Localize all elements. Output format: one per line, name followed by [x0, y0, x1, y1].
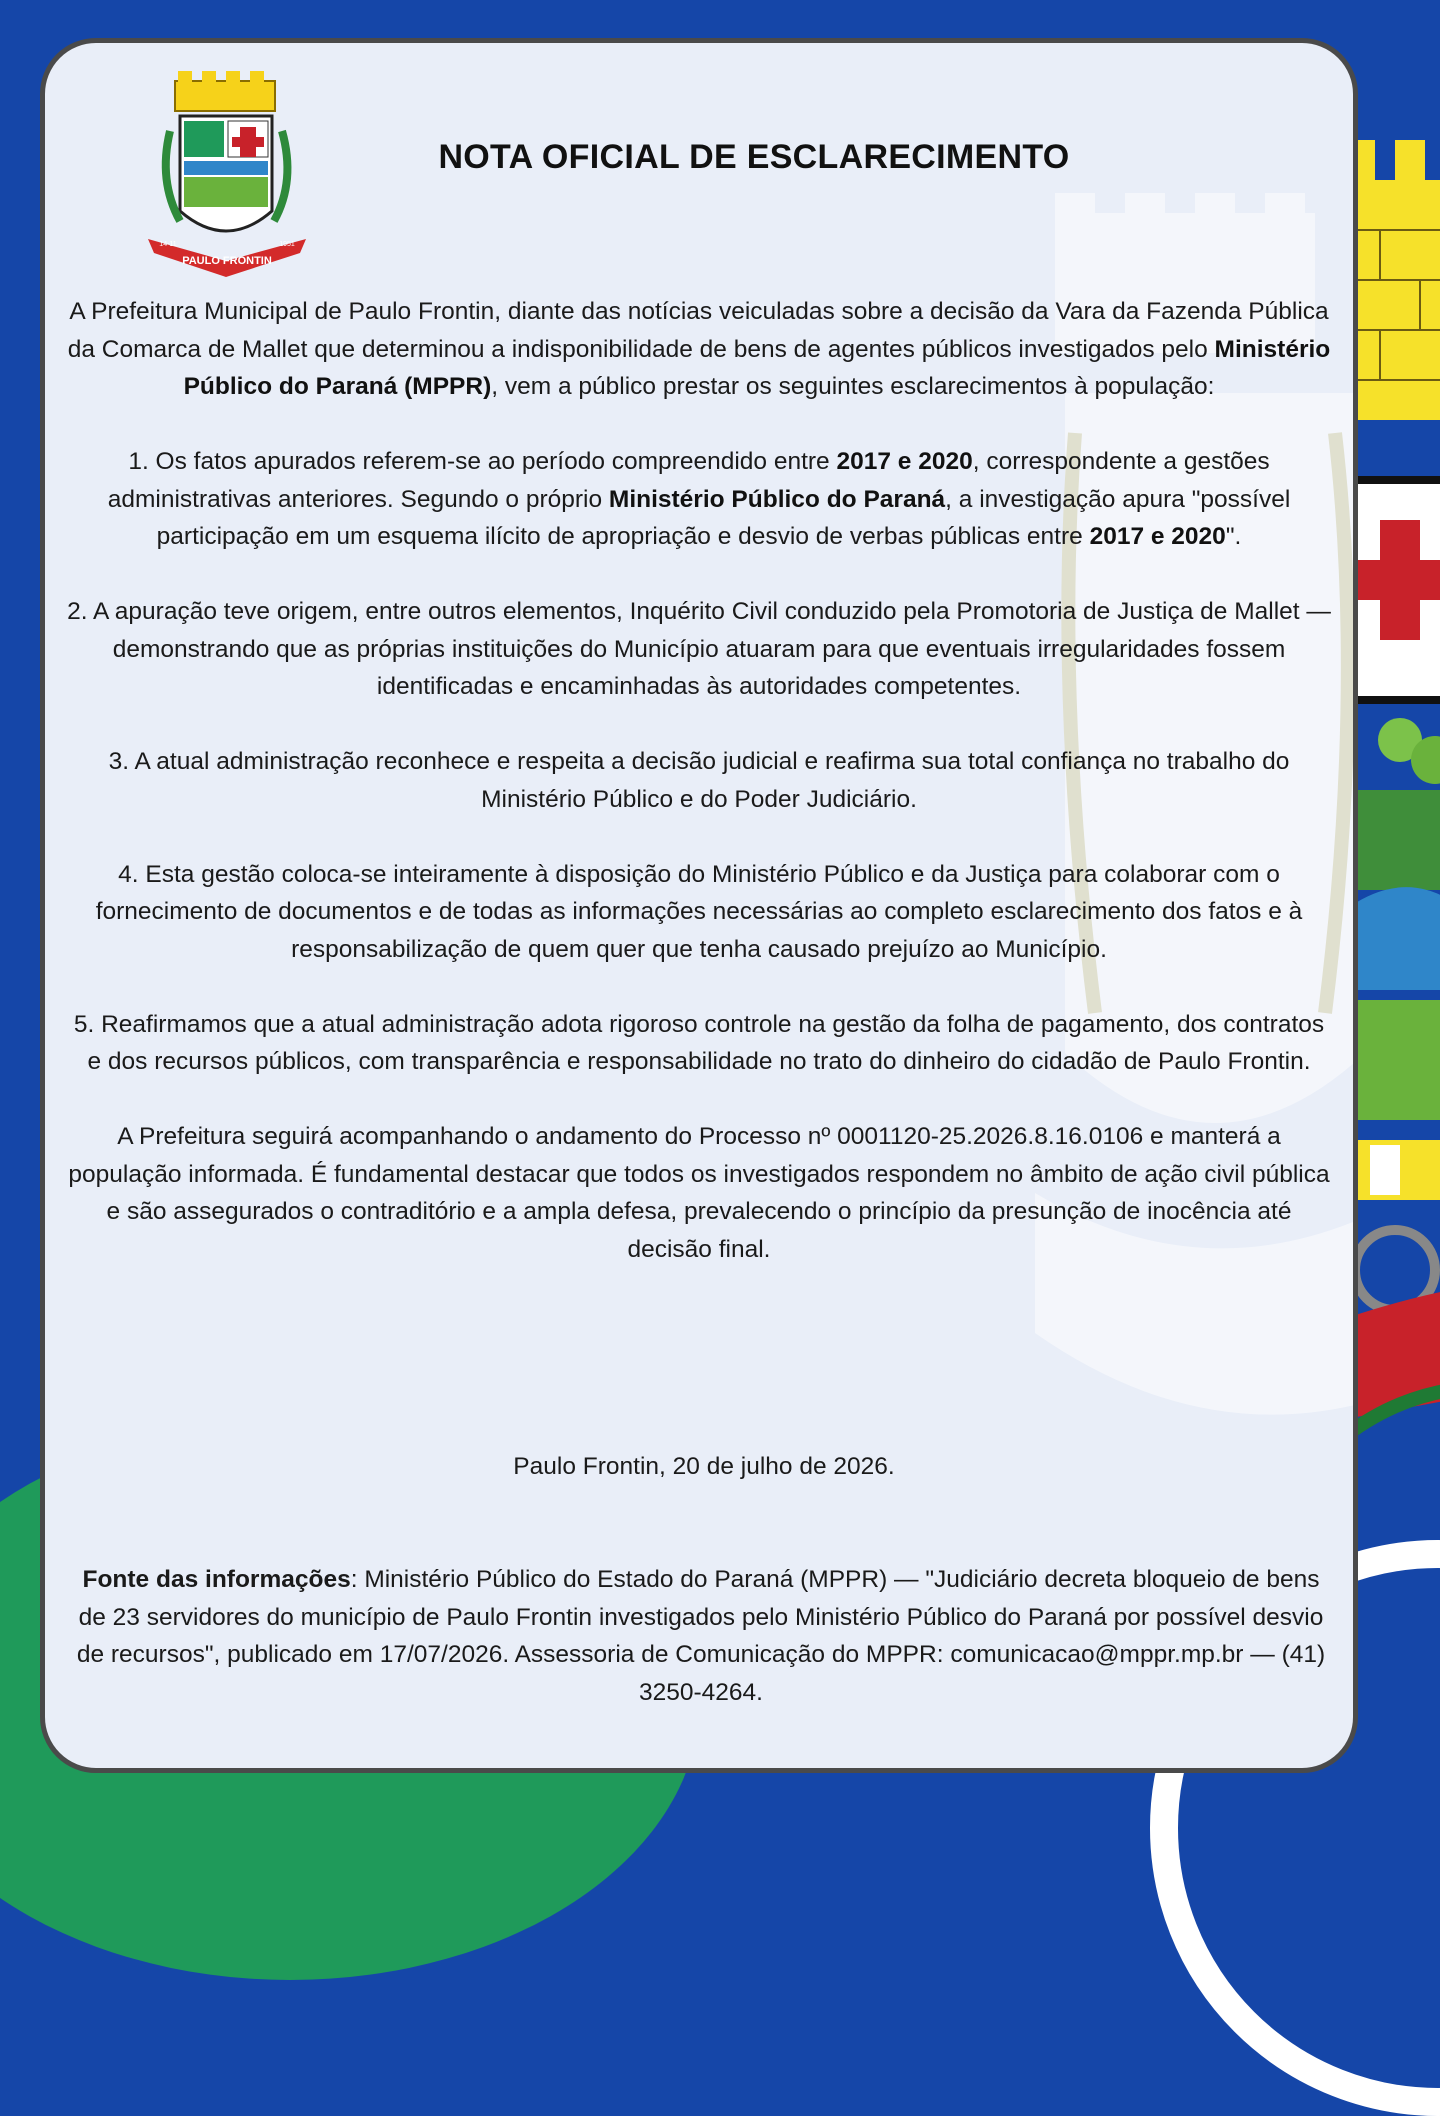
source-text: : Ministério Público do Estado do Paraná (MPPR) — "Judiciário decreta bloqueio de bens de 23 servidores do município de Paulo Frontin investigados pelo Ministério Público do Paraná por possível desvio de recursos", publicado em 17/07/2026. Assessoria de Comunicação do MPPR: comunicacao@mppr.mp.br — (41) 3250-4264. — [76, 1566, 1326, 1706]
notice-body — [65, 293, 1333, 1306]
item-4-paragraph: 4. Esta gestão coloca-se inteiramente à disposição do Ministério Público e da Justiça para colaborar com o fornecimento de documentos e de todas as informações necessárias ao completo esclarecimento dos fatos e à responsabilização de quem quer que tenha causado prejuízo ao Município. — [95, 860, 1303, 963]
intro-text-1: A Prefeitura Municipal de Paulo Frontin, diante das notícias veiculadas sobre a decisão da Vara da Fazenda Pública da Comarca de Mallet que determinou a indisponibilidade de bens de agentes públicos investigados pelo — [67, 298, 1329, 363]
intro-text-2: , vem a público prestar os seguintes esclarecimentos à população: — [491, 373, 1215, 400]
item-1-bold-years-2: 2017 e 2020 — [1089, 523, 1226, 550]
source-paragraph — [67, 1561, 1335, 1711]
notice-title: NOTA OFICIAL DE ESCLARECIMENTO — [438, 138, 1070, 176]
intro-bold-mppr: Ministério Público do Paraná (MPPR) — [183, 335, 1331, 400]
item-1-text-g: ". — [1225, 523, 1242, 550]
item-1-text-a: 1. Os fatos apurados referem-se ao período compreendido entre — [128, 448, 837, 475]
date-line: Paulo Frontin, 20 de julho de 2026. — [513, 1453, 895, 1480]
source-label: Fonte das informações — [82, 1566, 351, 1593]
item-1-bold-years: 2017 e 2020 — [836, 448, 973, 475]
logo-ribbon-date-right: 1951 — [279, 241, 295, 248]
item-1-paragraph — [65, 443, 1333, 556]
item-1-bold-mppr: Ministério Público do Paraná — [608, 485, 946, 513]
item-1-text-c: , correspondente a gestões administrativas anteriores. Segundo o próprio — [107, 448, 1270, 513]
item-5-paragraph: 5. Reafirmamos que a atual administração adota rigoroso controle na gestão da folha de pagamento, dos contratos e dos recursos públicos, com transparência e responsabilidade no trato do dinheiro do cidadão de Paulo Frontin. — [73, 1010, 1325, 1075]
item-3-paragraph: 3. A atual administração reconhece e respeita a decisão judicial e reafirma sua total confiança no trabalho do Ministério Público e do Poder Judiciário. — [108, 748, 1290, 813]
notice-card — [40, 38, 1358, 1773]
logo-ribbon-text-layer — [140, 71, 315, 286]
logo-ribbon-text: PAULO FRONTIN — [182, 255, 272, 267]
item-2-paragraph: 2. A apuração teve origem, entre outros elementos, Inquérito Civil conduzido pela Promotoria de Justiça de Mallet — demonstrando que as próprias instituições do Município atuaram para que eventuais irregularidades fossem identificadas e encaminhadas às autoridades competentes. — [67, 598, 1331, 700]
intro-paragraph — [65, 293, 1333, 406]
closing-paragraph: A Prefeitura seguirá acompanhando o andamento do Processo nº 0001120-25.2026.8.16.0106 e manterá a população informada. É fundamental destacar que todos os investigados respondem no âmbito de ação civil pública e são assegurados o contraditório e a ampla defesa, prevalecendo o princípio da presunção de inocência até decisão final. — [68, 1123, 1330, 1263]
item-1-text-e: , a investigação apura "possível participação em um esquema ilícito de apropriação e desvio de verbas públicas entre — [156, 485, 1291, 550]
logo-ribbon-date-left: 14-11 — [159, 241, 177, 248]
